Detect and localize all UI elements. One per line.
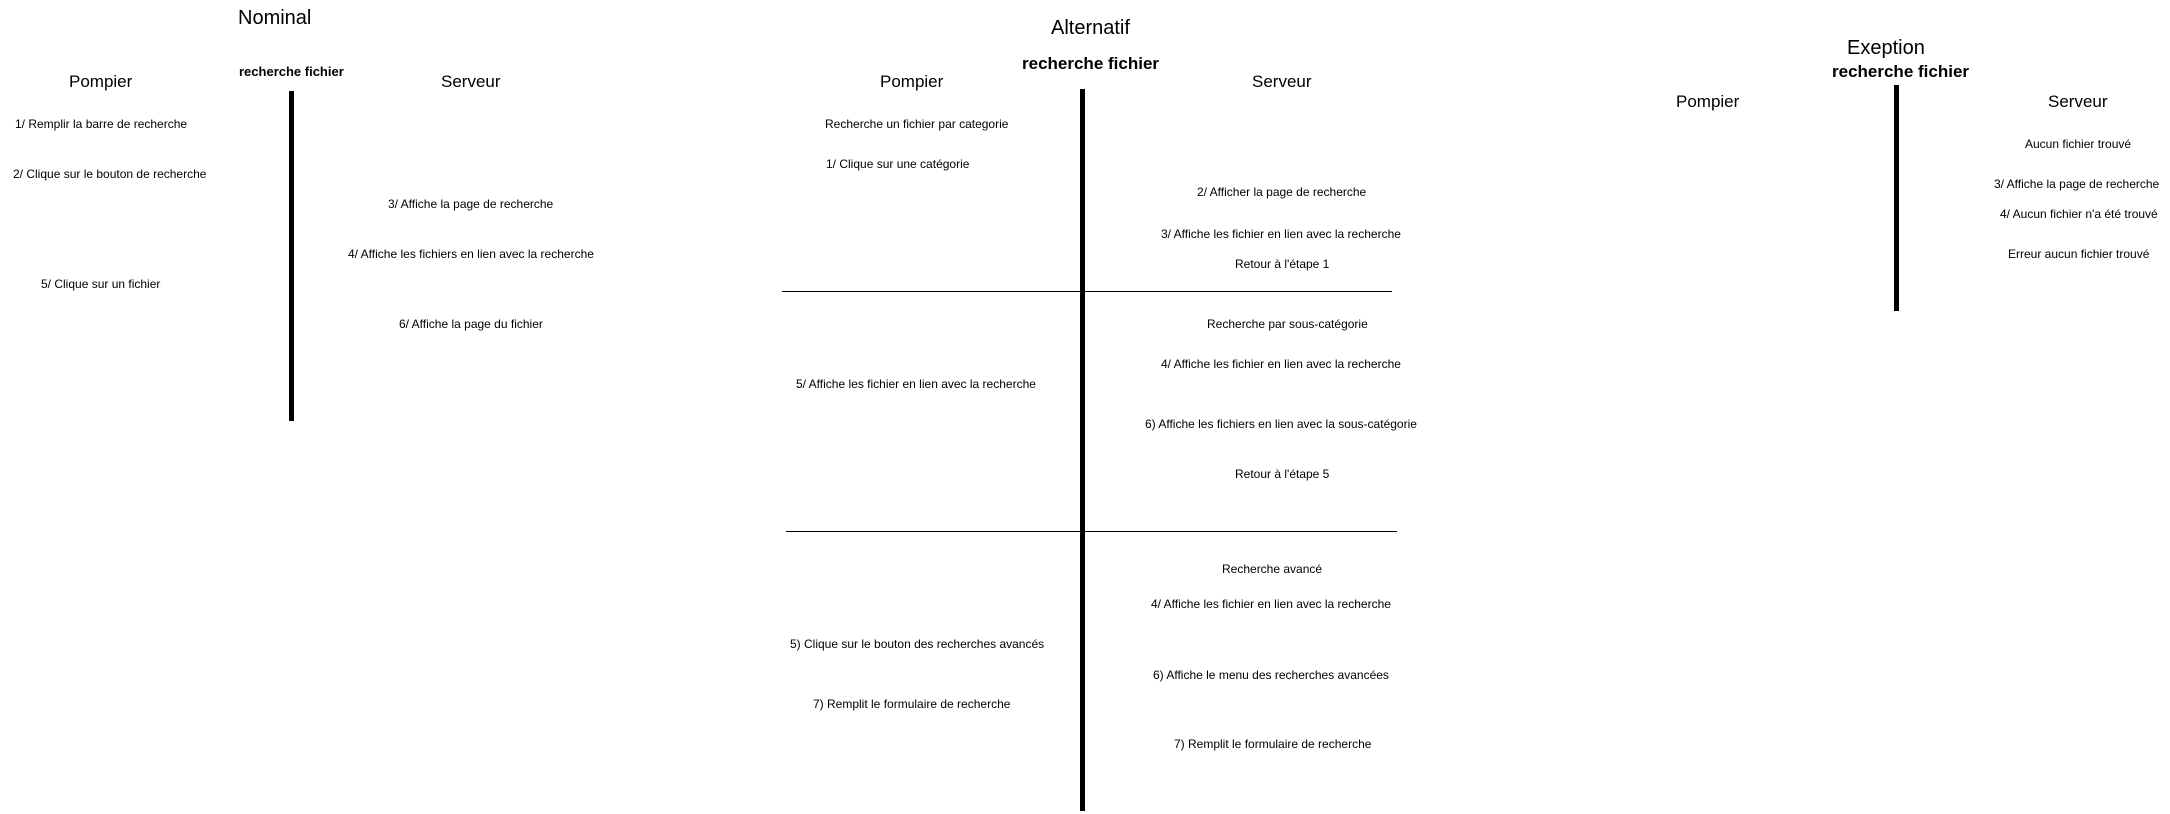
alternatif-step: 5/ Affiche les fichier en lien avec la recherche — [796, 377, 1036, 391]
alternatif-step: Recherche un fichier par categorie — [825, 117, 1009, 131]
exeption-actor-serveur: Serveur — [2048, 92, 2108, 111]
nominal-step: 1/ Remplir la barre de recherche — [15, 117, 188, 131]
alternatif-separator — [786, 531, 1397, 532]
exeption-step: Aucun fichier trouvé — [2025, 137, 2132, 151]
alternatif-step: Retour à l'étape 1 — [1235, 257, 1330, 271]
alternatif-step: 7) Remplit le formulaire de recherche — [813, 697, 1011, 711]
nominal-lifeline — [289, 91, 294, 421]
exeption-step: 3/ Affiche la page de recherche — [1994, 177, 2160, 191]
alternatif-actor-pompier: Pompier — [880, 72, 944, 91]
alternatif-actor-serveur: Serveur — [1252, 72, 1312, 91]
alternatif-step: 5) Clique sur le bouton des recherches avancés — [790, 637, 1045, 651]
alternatif-step: Recherche par sous-catégorie — [1207, 317, 1368, 331]
nominal-actor-serveur: Serveur — [441, 72, 501, 91]
alternatif-step: 6) Affiche le menu des recherches avancées — [1153, 668, 1389, 682]
nominal-step: 4/ Affiche les fichiers en lien avec la recherche — [348, 247, 594, 261]
nominal-step: 3/ Affiche la page de recherche — [388, 197, 554, 211]
alternatif-step: 2/ Afficher la page de recherche — [1197, 185, 1367, 199]
alternatif-step: 4/ Affiche les fichier en lien avec la recherche — [1161, 357, 1401, 371]
nominal-step: 6/ Affiche la page du fichier — [399, 317, 543, 331]
exeption-step: 4/ Aucun fichier n'a été trouvé — [2000, 207, 2158, 221]
alternatif-lifeline — [1080, 89, 1085, 811]
alternatif-step: 1/ Clique sur une catégorie — [826, 157, 970, 171]
nominal-title: Nominal — [238, 7, 312, 29]
nominal-step: 5/ Clique sur un fichier — [41, 277, 161, 291]
nominal-actor-pompier: Pompier — [69, 72, 133, 91]
alternatif-step: Recherche avancé — [1222, 562, 1323, 576]
exeption-title: Exeption — [1847, 37, 1925, 59]
exeption-step: Erreur aucun fichier trouvé — [2008, 247, 2150, 261]
nominal-step: 2/ Clique sur le bouton de recherche — [13, 167, 207, 181]
alternatif-step: Retour à l'étape 5 — [1235, 467, 1330, 481]
alternatif-use-case: recherche fichier — [1022, 54, 1160, 73]
nominal-use-case: recherche fichier — [239, 64, 344, 79]
alternatif-step: 4/ Affiche les fichier en lien avec la recherche — [1151, 597, 1391, 611]
exeption-use-case: recherche fichier — [1832, 62, 1970, 81]
alternatif-step: 3/ Affiche les fichier en lien avec la recherche — [1161, 227, 1401, 241]
exeption-lifeline — [1894, 85, 1899, 311]
exeption-actor-pompier: Pompier — [1676, 92, 1740, 111]
alternatif-step: 6) Affiche les fichiers en lien avec la sous-catégorie — [1145, 417, 1417, 431]
alternatif-step: 7) Remplit le formulaire de recherche — [1174, 737, 1372, 751]
alternatif-separator — [782, 291, 1392, 292]
alternatif-title: Alternatif — [1051, 17, 1130, 39]
